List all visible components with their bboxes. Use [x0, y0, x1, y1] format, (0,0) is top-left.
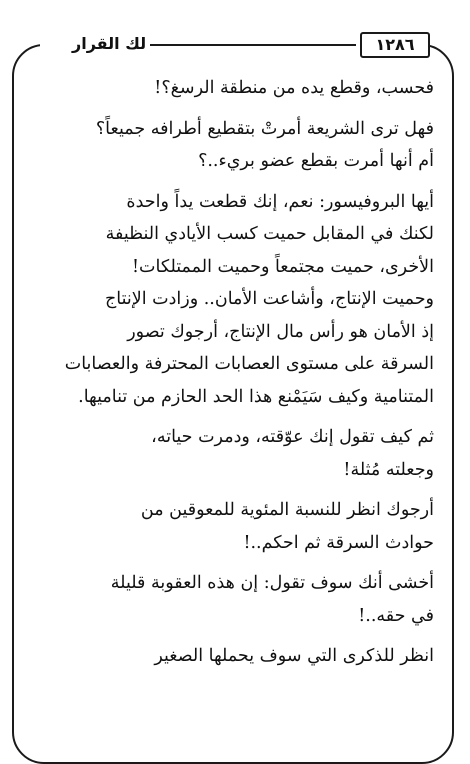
text-line: وجعلته مُثلة! [343, 459, 434, 480]
text-line: انظر للذكرى التي سوف يحملها الصغير [154, 646, 434, 666]
running-title: لك القرار [64, 34, 154, 53]
paragraph [32, 640, 434, 673]
paragraph [32, 421, 434, 486]
text-line: أخشى أنك سوف تقول: إن هذه العقوبة قليلة [110, 573, 434, 593]
text-line: لكنك في المقابل حميت كسب الأيادي النظيفة [105, 224, 434, 244]
paragraph [32, 494, 434, 559]
text-line: إذ الأمان هو رأس مال الإنتاج، أرجوك تصور [127, 321, 434, 342]
text-line: وحميت الإنتاج، وأشاعت الأمان.. وزادت الإنتاج [104, 289, 434, 309]
paragraph [32, 186, 434, 414]
text-line: فحسب، وقطع يده من منطقة الرسغ؟! [154, 78, 434, 98]
paragraph [32, 72, 434, 105]
text-line: أم أنها أمرت بقطع عضو بريء..؟ [198, 151, 434, 171]
paragraph [32, 113, 434, 178]
text-line: الأخرى، حميت مجتمعاً وحميت الممتلكات! [131, 256, 434, 277]
text-line: في حقه..! [358, 605, 434, 626]
page-header [40, 32, 430, 60]
page-number: ١٢٨٦ [360, 32, 430, 58]
body-text [32, 72, 434, 681]
text-line: ثم كيف تقول إنك عوّقته، ودمرت حياته، [151, 427, 434, 447]
text-line: أرجوك انظر للنسبة المئوية للمعوقين من [140, 500, 434, 520]
text-line: السرقة على مستوى العصابات المحترفة والعصابات [64, 354, 434, 374]
paragraph [32, 567, 434, 632]
text-line: أيها البروفيسور: نعم، إنك قطعت يداً واحدة [126, 191, 434, 212]
text-line: المتنامية وكيف سَيَمْنع هذا الحد الحازم من تناميها. [78, 386, 434, 407]
header-rule [150, 44, 356, 46]
text-line: فهل ترى الشريعة أمرتْ بتقطيع أطرافه جميعاً؟ [95, 118, 434, 139]
text-line: حوادث السرقة ثم احكم..! [243, 532, 434, 553]
